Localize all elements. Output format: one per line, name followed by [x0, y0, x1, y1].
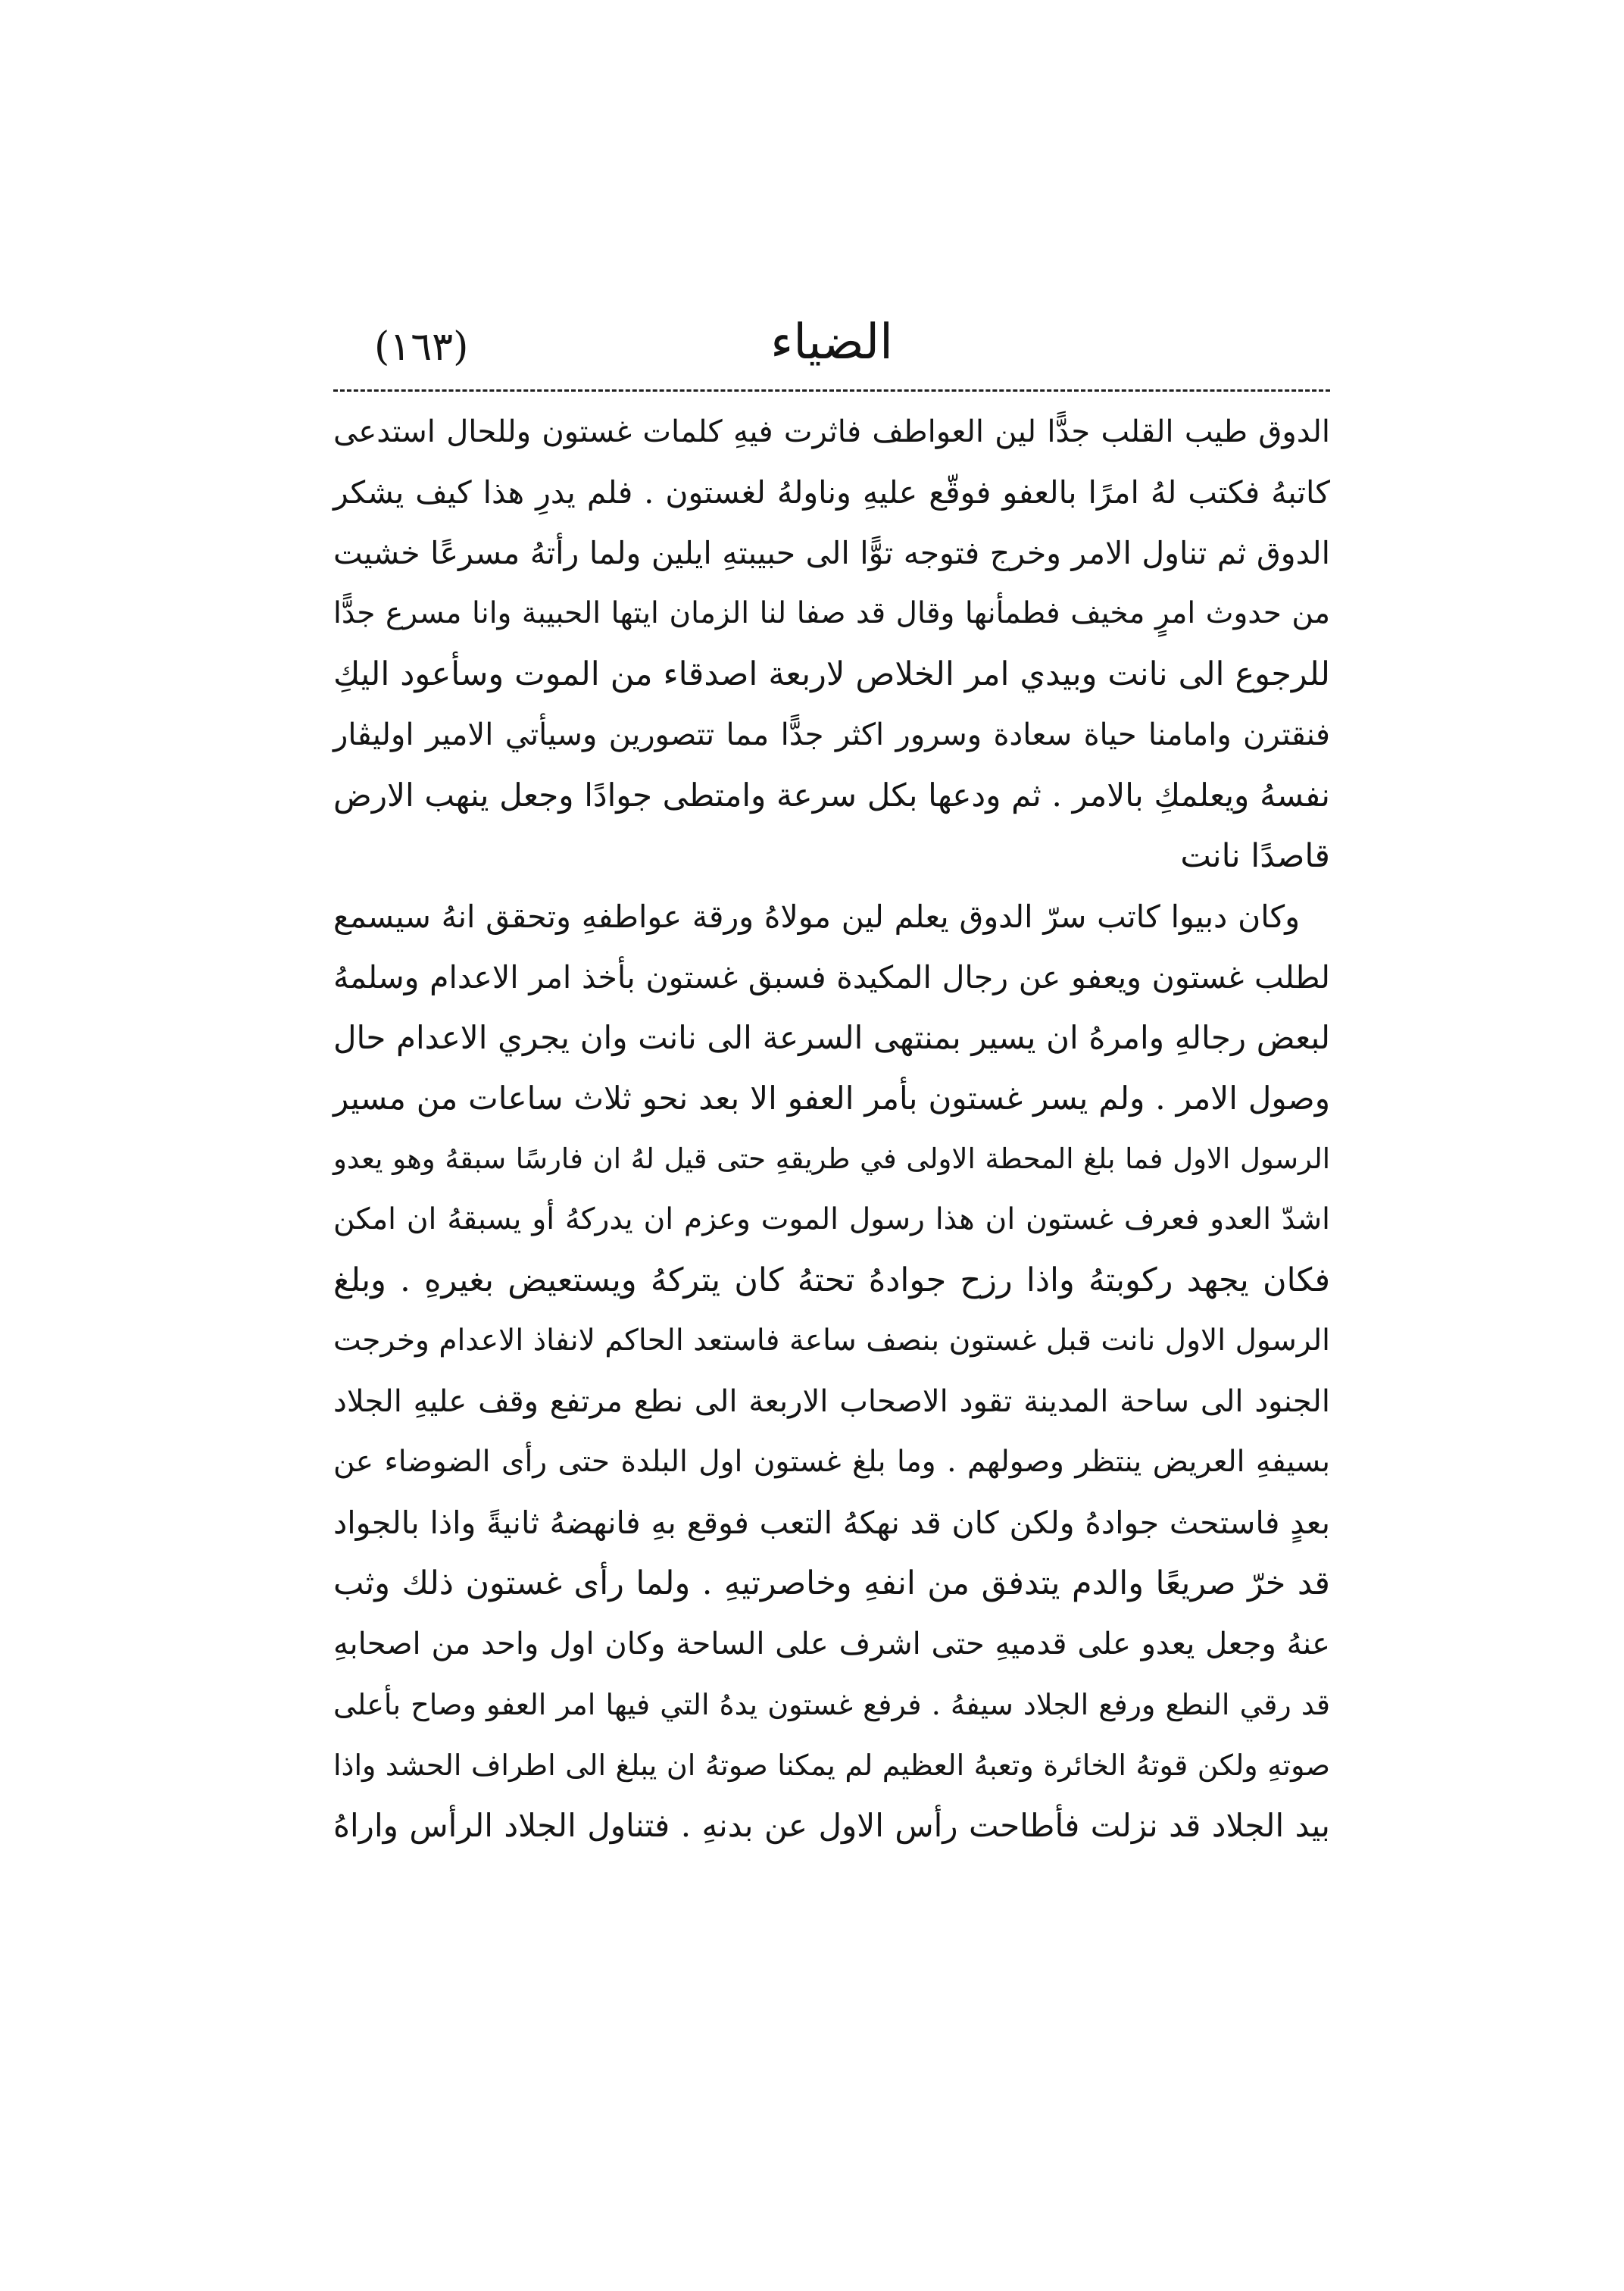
- text-line: قاصدًا نانت: [1180, 837, 1330, 875]
- journal-title: الضياء: [770, 314, 893, 370]
- paragraph-1: [333, 402, 1330, 886]
- text-line: الدوق طيب القلب جدًّا لين العواطف فاثرت فيهِ كلمات غستون وللحال استدعى: [333, 414, 1330, 449]
- text-line: وصول الامر . ولم يسر غستون بأمر العفو الا بعد نحو ثلاث ساعات من مسير: [333, 1080, 1330, 1117]
- paragraph-2: [333, 886, 1330, 1856]
- text-line: بيد الجلاد قد نزلت فأطاحت رأس الاول عن بدنهِ . فتناول الجلاد الرأس واراهُ: [333, 1807, 1330, 1844]
- text-line: اشدّ العدو فعرف غستون ان هذا رسول الموت وعزم ان يدركهُ أو يسبقهُ ان امكن: [333, 1202, 1330, 1236]
- text-line: الدوق ثم تناول الامر وخرج فتوجه توًّا الى حبيبتهِ ايلين ولما رأتهُ مسرعًا خشيت: [333, 535, 1330, 571]
- text-line: عنهُ وجعل يعدو على قدميهِ حتى اشرف على الساحة وكان اول واحد من اصحابهِ: [333, 1627, 1330, 1661]
- text-line: فكان يجهد ركوبتهُ واذا رزح جوادهُ تحتهُ كان يتركهُ ويستعيض بغيرهِ . وبلغ: [333, 1261, 1330, 1299]
- header-rule: [333, 389, 1330, 392]
- text-line: بعدٍ فاستحث جوادهُ ولكن كان قد نهكهُ التعب فوقع بهِ فانهضهُ ثانيةً واذا بالجواد: [333, 1505, 1330, 1541]
- text-line: نفسهُ ويعلمكِ بالامر . ثم ودعها بكل سرعة وامتطى جوادًا وجعل ينهب الارض: [333, 777, 1330, 814]
- text-line: قد خرّ صريعًا والدم يتدفق من انفهِ وخاصرتيهِ . ولما رأى غستون ذلك وثب: [333, 1564, 1330, 1602]
- text-line: الرسول الاول فما بلغ المحطة الاولى في طريقهِ حتى قيل لهُ ان فارسًا سبقهُ وهو يعدو: [333, 1142, 1330, 1175]
- text-line: من حدوث امرٍ مخيف فطمأنها وقال قد صفا لنا الزمان ايتها الحبيبة وانا مسرع جدًّا: [333, 596, 1330, 630]
- text-line: فنقترن وامامنا حياة سعادة وسرور اكثر جدًّا مما تتصورين وسيأتي الامير اوليڤار: [333, 717, 1330, 752]
- text-line: صوتهِ ولكن قوتهُ الخائرة وتعبهُ العظيم لم يمكنا صوتهُ ان يبلغ الى اطراف الحشد واذا: [333, 1749, 1330, 1782]
- text-line: لطلب غستون ويعفو عن رجال المكيدة فسبق غستون بأخذ امر الاعدام وسلمهُ: [333, 959, 1330, 995]
- running-head: [333, 302, 1330, 392]
- page-number: (١٦٣): [374, 324, 469, 370]
- text-line: قد رقي النطع ورفع الجلاد سيفهُ . فرفع غستون يدهُ التي فيها امر العفو وصاح بأعلى: [333, 1688, 1330, 1721]
- text-line: وكان دبيوا كاتب سرّ الدوق يعلم لين مولاهُ ورقة عواطفهِ وتحقق انهُ سيسمع: [333, 899, 1300, 935]
- text-line: لبعض رجالهِ وامرهُ ان يسير بمنتهى السرعة الى نانت وان يجري الاعدام حال: [333, 1019, 1330, 1056]
- text-line: الرسول الاول نانت قبل غستون بنصف ساعة فاستعد الحاكم لانفاذ الاعدام وخرجت: [333, 1324, 1330, 1358]
- text-line: بسيفهِ العريض ينتظر وصولهم . وما بلغ غستون اول البلدة حتى رأى الضوضاء عن: [333, 1445, 1330, 1479]
- text-line: كاتبهُ فكتب لهُ امرًا بالعفو فوقّع عليهِ وناولهُ لغستون . فلم يدرِ هذا كيف يشكر: [333, 474, 1330, 511]
- body-text: [333, 402, 1330, 1856]
- text-line: الجنود الى ساحة المدينة تقود الاصحاب الاربعة الى نطع مرتفع وقف عليهِ الجلاد: [333, 1384, 1330, 1419]
- text-line: للرجوع الى نانت وبيدي امر الخلاص لاربعة اصدقاء من الموت وسأعود اليكِ: [333, 655, 1330, 693]
